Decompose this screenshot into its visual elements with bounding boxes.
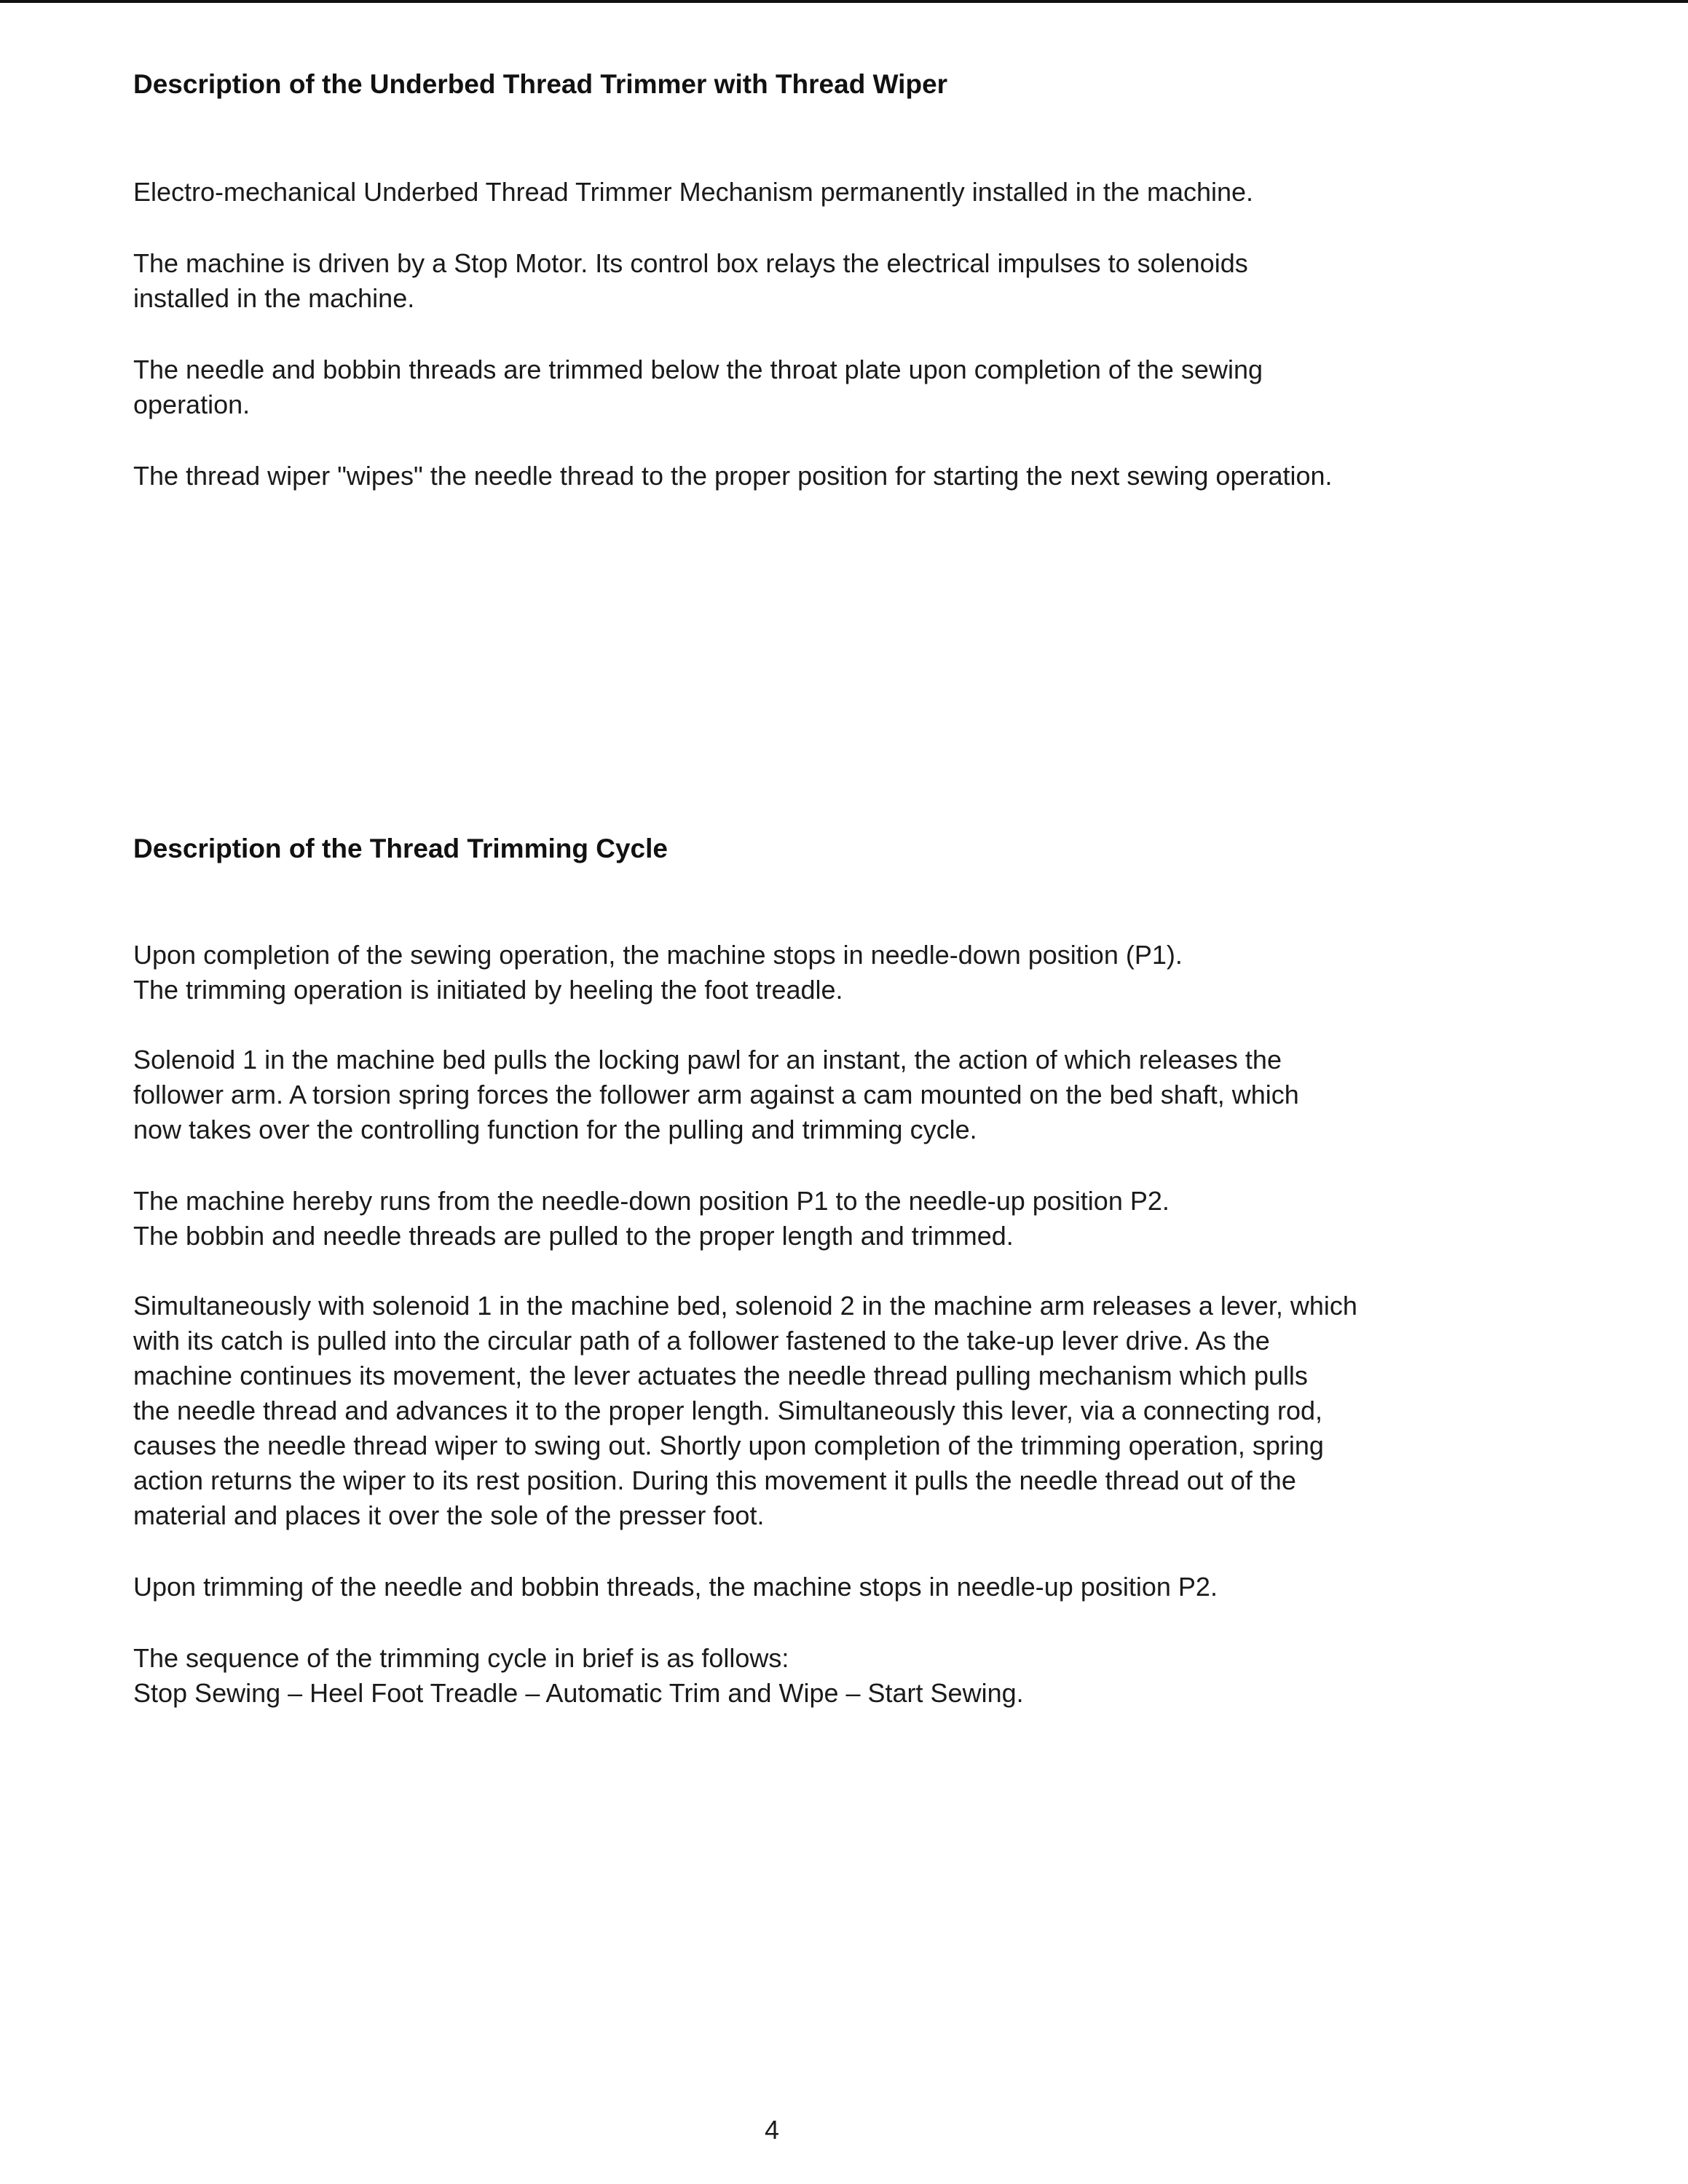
section2-paragraph bbox=[133, 938, 1459, 1008]
text-line: The needle and bobbin threads are trimmed below the throat plate upon completion of the sewing bbox=[133, 355, 1263, 384]
section1-paragraph bbox=[133, 175, 1459, 210]
top-rule bbox=[0, 0, 1688, 3]
text-line: action returns the wiper to its rest position. During this movement it pulls the needle thread out of the bbox=[133, 1465, 1296, 1495]
text-line: the needle thread and advances it to the proper length. Simultaneously this lever, via a connecting rod, bbox=[133, 1396, 1323, 1425]
section2-paragraph bbox=[133, 1289, 1459, 1533]
text-line: machine continues its movement, the lever actuates the needle thread pulling mechanism which pulls bbox=[133, 1361, 1308, 1390]
text-line: The bobbin and needle threads are pulled to the proper length and trimmed. bbox=[133, 1221, 1014, 1251]
text-line: Electro-mechanical Underbed Thread Trimmer Mechanism permanently installed in the machine. bbox=[133, 177, 1254, 207]
page-number: 4 bbox=[765, 2115, 780, 2145]
text-line: now takes over the controlling function for the pulling and trimming cycle. bbox=[133, 1115, 977, 1144]
text-line: The trimming operation is initiated by heeling the foot treadle. bbox=[133, 975, 843, 1005]
text-line: Simultaneously with solenoid 1 in the machine bed, solenoid 2 in the machine arm releases a lever, which bbox=[133, 1291, 1357, 1321]
section2-paragraph bbox=[133, 1641, 1459, 1711]
text-line: with its catch is pulled into the circular path of a follower fastened to the take-up lever drive. As the bbox=[133, 1326, 1270, 1356]
text-line: Solenoid 1 in the machine bed pulls the locking pawl for an instant, the action of which releases the bbox=[133, 1045, 1282, 1075]
text-line: installed in the machine. bbox=[133, 283, 415, 313]
text-line: The machine hereby runs from the needle-down position P1 to the needle-up position P2. bbox=[133, 1186, 1170, 1216]
section1-paragraph bbox=[133, 246, 1459, 316]
text-line: material and places it over the sole of the presser foot. bbox=[133, 1500, 765, 1530]
section2-paragraph bbox=[133, 1570, 1459, 1605]
section2-paragraph bbox=[133, 1042, 1459, 1147]
section2-heading: Description of the Thread Trimming Cycle bbox=[133, 834, 668, 863]
text-line: The sequence of the trimming cycle in brief is as follows: bbox=[133, 1643, 789, 1673]
section1-heading: Description of the Underbed Thread Trimmer with Thread Wiper bbox=[133, 69, 948, 99]
text-line: Upon trimming of the needle and bobbin threads, the machine stops in needle-up position P2. bbox=[133, 1572, 1218, 1602]
text-line: The machine is driven by a Stop Motor. Its control box relays the electrical impulses to solenoids bbox=[133, 248, 1248, 278]
text-line: follower arm. A torsion spring forces the follower arm against a cam mounted on the bed shaft, which bbox=[133, 1080, 1299, 1109]
text-line: Stop Sewing – Heel Foot Treadle – Automatic Trim and Wipe – Start Sewing. bbox=[133, 1678, 1024, 1708]
section1-paragraph bbox=[133, 459, 1459, 494]
text-line: operation. bbox=[133, 389, 251, 419]
section1-paragraph bbox=[133, 352, 1459, 422]
text-line: Upon completion of the sewing operation, the machine stops in needle-down position (P1). bbox=[133, 940, 1183, 970]
text-line: causes the needle thread wiper to swing out. Shortly upon completion of the trimming operation, spring bbox=[133, 1431, 1324, 1460]
section2-paragraph bbox=[133, 1184, 1459, 1254]
text-line: The thread wiper "wipes" the needle thread to the proper position for starting the next sewing operation. bbox=[133, 461, 1333, 491]
